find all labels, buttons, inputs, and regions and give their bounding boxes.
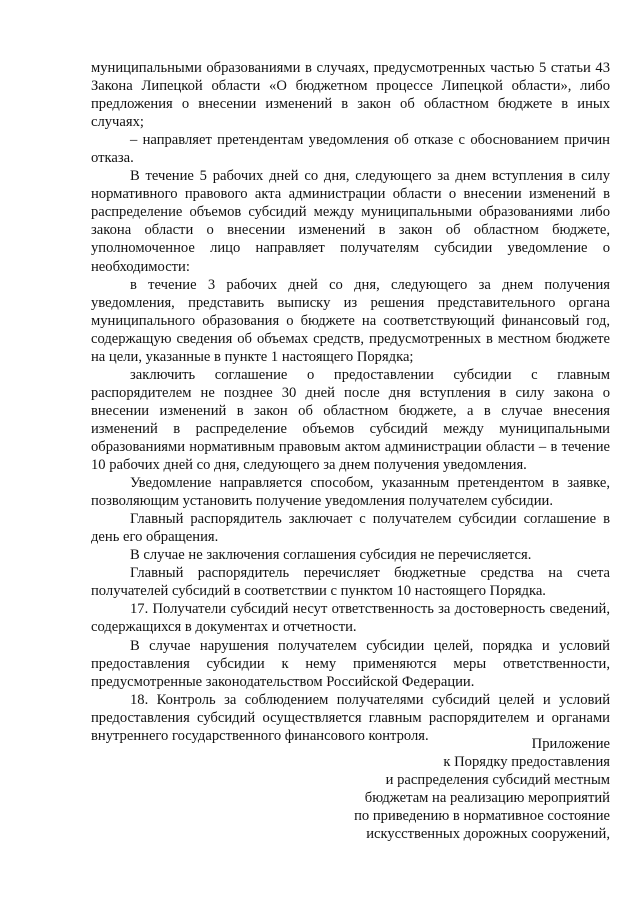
- paragraph-item-17: 17. Получатели субсидий несут ответственность за достоверность сведений, содержащихся в документах и отчетности.: [91, 601, 610, 636]
- annex-line: по приведению в нормативное состояние: [354, 808, 610, 825]
- paragraph-item-18: 18. Контроль за соблюдением получателями субсидий целей и условий предоставления субсидий осуществляется главным распорядителем и органами внутреннего государственного финансового контроля.: [91, 691, 610, 744]
- paragraph-funds-transfer: Главный распорядитель перечисляет бюджетные средства на счета получателей субсидий в соответствии с пунктом 10 настоящего Порядка.: [91, 565, 610, 600]
- paragraph-notification-deadline: В течение 5 рабочих дней со дня, следующего за днем вступления в силу нормативного правового акта администрации области о внесении изменений в распределение объемов субсидий между муниципальными образованиями либо закона области о внесении изменений в закон об областном бюджете, уполномоченное лицо направляет получателям субсидии уведомление о необходимости:: [91, 168, 610, 275]
- paragraph-violation-measures: В случае нарушения получателем субсидии целей, порядка и условий предоставления субсидии к нему применяются меры ответственности, предусмотренные законодательством Российской Федерации.: [91, 637, 610, 690]
- paragraph-budget-extract: в течение 3 рабочих дней со дня, следующего за днем получения уведомления, представить выписку из решения представительного органа муниципального образования о бюджете на соответствующий финансовый год, содержащую сведения об объемах средств, предусмотренных в местном бюджете на цели, указанные в пункте 1 настоящего Порядка;: [91, 276, 610, 365]
- annex-line: Приложение: [531, 736, 610, 752]
- document-body: [91, 59, 610, 745]
- annex-line: бюджетам на реализацию мероприятий: [364, 790, 610, 807]
- paragraph-agreement-signing: Главный распорядитель заключает с получателем субсидии соглашение в день его обращения.: [91, 511, 610, 546]
- annex-line: и распределения субсидий местным: [385, 772, 610, 789]
- annex-heading: [310, 735, 610, 844]
- paragraph-no-transfer: В случае не заключения соглашения субсидия не перечисляется.: [130, 547, 532, 564]
- paragraph-notification-method: Уведомление направляется способом, указанным претендентом в заявке, позволяющим установить получение уведомления получателем субсидии.: [91, 475, 610, 510]
- annex-line: к Порядку предоставления: [443, 754, 610, 771]
- paragraph-continuation: муниципальными образованиями в случаях, предусмотренных частью 5 статьи 43 Закона Липецкой области «О бюджетном процессе Липецкой области», либо предложения о внесении изменений в закон об областном бюджете в иных случаях;: [91, 60, 610, 131]
- paragraph-agreement-conclusion: заключить соглашение о предоставлении субсидии с главным распорядителем не позднее 30 дней после дня вступления в силу закона о внесении изменений в закон об областном бюджете, а в случае внесения изменений в распределение объемов субсидий между муниципальными образованиями нормативным правовым актом администрации области – в течение 10 рабочих дней со дня, следующего за днем получения уведомления.: [91, 366, 610, 474]
- paragraph-refusal-notice: – направляет претендентам уведомления об отказе с обоснованием причин отказа.: [91, 132, 610, 167]
- annex-line: искусственных дорожных сооружений,: [366, 826, 610, 843]
